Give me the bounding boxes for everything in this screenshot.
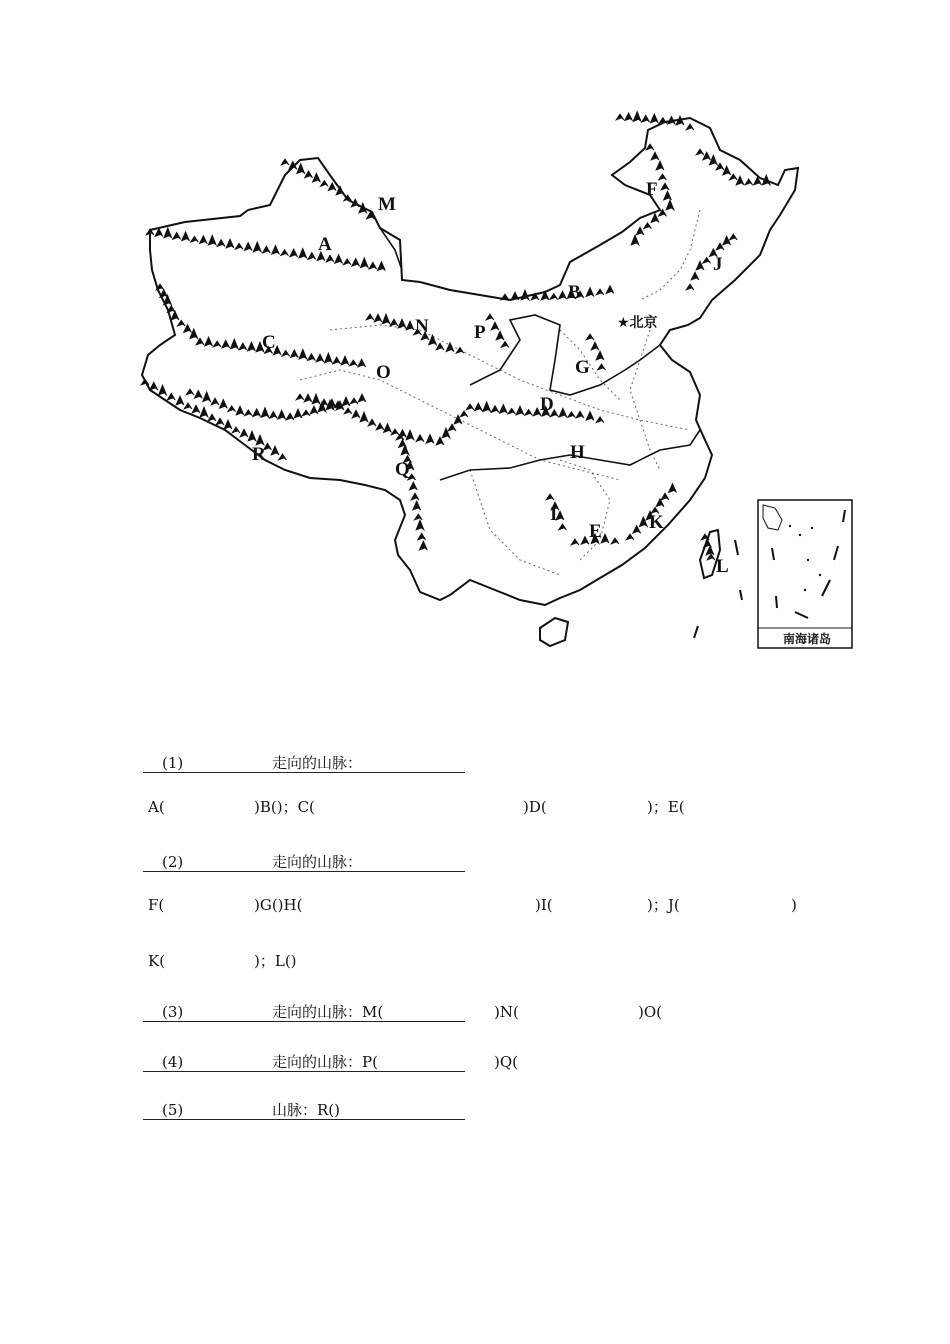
mountain-peak: [236, 406, 244, 415]
mountain-peak: [567, 412, 575, 418]
q2-part-6: )；L(): [254, 952, 297, 970]
q5-number: (5): [162, 1101, 184, 1119]
mountain-peak: [305, 171, 313, 178]
mountain-peak: [352, 258, 360, 266]
q4-part-0: )Q(: [494, 1053, 519, 1071]
mountain-peak: [631, 235, 639, 245]
mountain-peak: [418, 533, 426, 540]
mountain-peak: [294, 409, 302, 418]
mountain-peak: [297, 164, 305, 174]
mountain-peak: [281, 250, 289, 256]
q3-title: 走向的山脉：M(: [272, 1003, 384, 1021]
mountain-peak: [196, 338, 204, 345]
mountain-peak: [320, 180, 328, 186]
q5-underline[interactable]: [143, 1119, 465, 1120]
label-R: R: [252, 444, 266, 465]
q5-title: 山脉：R(): [272, 1101, 340, 1119]
q4-underline[interactable]: [143, 1071, 465, 1072]
mountain-peak: [205, 337, 213, 346]
mountain-peak: [232, 427, 240, 433]
q1-part-3: )；E(: [647, 798, 685, 816]
mountain-peak: [516, 406, 524, 415]
mountain-peak: [226, 239, 234, 248]
mountain-peak: [416, 520, 424, 530]
mountain-peak: [511, 292, 519, 300]
mountain-peak: [706, 546, 714, 555]
mountain-peak: [723, 236, 731, 245]
q2-number: (2): [162, 853, 184, 871]
mountain-peak: [312, 394, 320, 404]
mountain-peak: [398, 319, 406, 328]
mountain-peak: [436, 437, 444, 445]
label-F: F: [646, 179, 658, 200]
mountain-peak: [426, 434, 434, 443]
q1-part-2: )D(: [523, 798, 547, 816]
mountain-peak: [406, 321, 414, 330]
mountain-peak: [377, 262, 385, 271]
q3-part-1: )O(: [638, 1003, 663, 1021]
mountain-peak: [248, 431, 256, 441]
mountain-peak: [213, 341, 221, 347]
mountain-peak: [501, 342, 509, 348]
label-O: O: [376, 362, 391, 383]
mountain-peak: [358, 394, 366, 402]
inset-title: 南海诸岛: [783, 632, 832, 646]
mountain-peak: [391, 429, 399, 435]
mountain-peak: [299, 349, 307, 359]
mountain-peak: [244, 243, 252, 251]
mountain-peak: [369, 262, 377, 269]
mountain-peak: [228, 406, 236, 412]
mountain-peak: [253, 409, 261, 417]
mountain-peak: [200, 407, 208, 417]
mountain-peak: [651, 214, 659, 223]
mountain-peak: [247, 342, 255, 351]
mountain-peak: [625, 113, 633, 121]
mountain-peak: [159, 385, 167, 395]
mountain-peak: [244, 410, 252, 416]
mountain-peak: [650, 114, 658, 123]
q2-part-5: K(: [148, 952, 166, 970]
mountain-peak: [491, 322, 499, 330]
mountain-peak: [474, 403, 482, 411]
mountain-peak: [155, 228, 163, 236]
label-L: L: [716, 556, 729, 577]
mountain-peak: [344, 408, 352, 414]
mountain-peak: [406, 430, 414, 440]
mountain-peak: [279, 454, 287, 460]
mountain-peak: [190, 329, 198, 339]
mountain-peak: [644, 223, 652, 229]
mountain-peak: [350, 398, 358, 404]
mountain-peak: [302, 410, 310, 416]
mountain-peak: [360, 412, 368, 422]
mountain-peak: [222, 340, 230, 348]
mountain-peak: [586, 411, 594, 420]
mountain-peak: [366, 314, 374, 320]
mountain-peak: [661, 183, 669, 190]
q1-underline[interactable]: [143, 772, 465, 773]
mountain-peak: [486, 314, 494, 320]
mountain-peak: [525, 409, 533, 415]
mountain-peak: [448, 424, 456, 431]
mountain-peak: [352, 410, 360, 418]
label-N: N: [415, 316, 429, 337]
mountain-peak: [639, 517, 647, 527]
mountain-peak: [208, 235, 216, 245]
label-H: H: [570, 442, 585, 463]
mountain-peak: [271, 245, 279, 254]
mountain-peak: [611, 538, 619, 544]
mountain-peak: [304, 394, 312, 402]
mountain-peak: [176, 396, 184, 405]
mountain-peak: [342, 397, 350, 406]
mountain-peak: [326, 255, 334, 262]
mountain-peak: [281, 159, 289, 165]
mountain-peak: [217, 240, 225, 247]
mountain-peak: [164, 228, 172, 238]
mountain-peak: [496, 331, 504, 340]
mountain-peak: [278, 410, 286, 419]
region-labels: [252, 179, 729, 577]
mountain-symbols: [141, 111, 770, 560]
mountain-peak: [411, 493, 419, 500]
mountain-peak: [358, 359, 366, 367]
mountain-peak: [414, 514, 422, 520]
mountain-peak: [219, 399, 227, 408]
mountain-peak: [729, 234, 737, 240]
mountain-peak: [390, 319, 398, 326]
label-E: E: [589, 521, 602, 542]
mountain-peak: [307, 354, 315, 361]
mountain-peak: [666, 200, 674, 210]
mountain-peak: [150, 382, 158, 390]
mountain-peak: [696, 149, 704, 155]
mountain-peak: [216, 418, 224, 425]
q2-part-0: F(: [148, 896, 165, 914]
mountain-peak: [192, 405, 200, 413]
mountain-peak: [341, 356, 349, 365]
mountain-peak: [203, 392, 211, 402]
mountain-peak: [343, 259, 351, 265]
q1-part-0: A(: [148, 798, 165, 816]
mountain-peak: [491, 406, 499, 413]
mountain-peak: [286, 413, 294, 420]
q3-number: (3): [162, 1003, 184, 1021]
label-B: B: [568, 282, 581, 303]
mountain-peak: [211, 398, 219, 405]
label-G: G: [575, 357, 590, 378]
beijing-label: ★北京: [617, 315, 658, 331]
mountain-peak: [745, 179, 753, 185]
mountain-peak: [312, 173, 320, 182]
mountain-peak: [546, 494, 554, 500]
q1-title: 走向的山脉：: [272, 754, 363, 772]
mountain-peak: [416, 435, 424, 442]
label-I: I: [550, 504, 558, 525]
label-P: P: [474, 322, 486, 343]
mountain-peak: [601, 534, 609, 543]
china-outline: [142, 118, 798, 605]
mountain-peak: [253, 242, 261, 252]
mountain-peak: [384, 424, 392, 433]
mountain-peak: [190, 236, 198, 242]
q2-title: 走向的山脉：: [272, 853, 363, 871]
mountain-peak: [429, 335, 437, 345]
mountain-peak: [376, 423, 384, 430]
mountain-peak: [333, 357, 341, 364]
mountain-peak: [581, 536, 589, 544]
mountain-peak: [659, 174, 667, 180]
label-C: C: [262, 332, 276, 353]
q1-part-1: )B()；C(: [254, 798, 315, 816]
q1-number: (1): [162, 754, 184, 772]
mountain-peak: [382, 314, 390, 324]
province-boundaries: [300, 210, 700, 575]
label-Q: Q: [395, 459, 410, 480]
mountain-peak: [186, 389, 194, 395]
mountain-peak: [642, 115, 650, 122]
q4-title: 走向的山脉：P(: [272, 1053, 378, 1071]
mountain-peak: [736, 176, 744, 185]
mountain-peak: [224, 420, 232, 429]
q2-part-3: )；J(: [647, 896, 680, 914]
mountain-peak: [184, 403, 192, 409]
mountain-peak: [374, 314, 382, 322]
mountain-peak: [606, 286, 614, 294]
mountain-peak: [576, 411, 584, 418]
mountain-peak: [596, 351, 604, 360]
mountain-peak: [360, 258, 368, 268]
mountain-peak: [171, 311, 179, 320]
mountain-peak: [167, 393, 175, 400]
mountain-peak: [703, 152, 711, 160]
mountain-peak: [240, 429, 248, 437]
mountain-peak: [686, 284, 694, 290]
mountain-peak: [261, 408, 269, 418]
mountain-peak: [723, 166, 731, 175]
mountain-peak: [559, 524, 567, 530]
label-J: J: [713, 254, 723, 275]
mountain-peak: [328, 183, 336, 191]
mountain-peak: [591, 342, 599, 350]
mountain-peak: [336, 186, 344, 195]
mountain-peak: [282, 350, 290, 356]
mountain-peak: [239, 343, 247, 350]
mountain-peak: [436, 343, 444, 350]
mountain-peak: [230, 339, 238, 349]
mountain-peak: [182, 232, 190, 241]
mountain-peak: [409, 482, 417, 490]
mountain-peak: [413, 501, 421, 510]
label-A: A: [318, 234, 332, 255]
mountain-peak: [651, 152, 659, 160]
mountain-peak: [194, 390, 202, 398]
mountain-peak: [571, 539, 579, 545]
mountain-peak: [646, 144, 654, 150]
mountain-peak: [661, 493, 669, 500]
mountain-peak: [308, 252, 316, 259]
q2-part-4: ): [791, 896, 797, 914]
mountain-peak: [296, 394, 304, 400]
mountain-peak: [703, 257, 711, 263]
mountain-peak: [320, 399, 328, 406]
mountain-peak: [691, 272, 699, 280]
mountain-peak: [616, 114, 624, 120]
mountain-peak: [508, 408, 516, 414]
q2-underline[interactable]: [143, 871, 465, 872]
mountain-peak: [335, 254, 343, 263]
mountain-peak: [669, 484, 677, 493]
mountain-peak: [310, 406, 318, 414]
mountain-peak: [633, 111, 641, 121]
mountain-peak: [290, 249, 298, 257]
q4-number: (4): [162, 1053, 184, 1071]
mountain-peak: [586, 288, 594, 297]
q2-part-2: )I(: [535, 896, 553, 914]
mountain-peak: [596, 289, 604, 295]
mountain-peak: [636, 227, 644, 235]
mountain-peak: [368, 419, 376, 426]
mountain-peak: [656, 161, 664, 170]
mountain-peak: [626, 534, 634, 540]
mountain-peak: [596, 417, 604, 423]
mountain-peak: [664, 191, 672, 200]
hainan-island: [540, 618, 568, 646]
mountain-peak: [559, 291, 567, 299]
mountain-peak: [598, 364, 606, 370]
q3-underline[interactable]: [143, 1021, 465, 1022]
mountain-peak: [559, 408, 567, 417]
q2-part-1: )G()H(: [254, 896, 303, 914]
mountain-peak: [349, 360, 357, 366]
mountain-peak: [141, 379, 149, 385]
mountain-peak: [419, 541, 427, 550]
mountain-peak: [550, 294, 558, 300]
mountain-peak: [262, 246, 270, 253]
mountain-peak: [164, 295, 172, 305]
mountain-peak: [499, 404, 507, 413]
mountain-peak: [696, 261, 704, 270]
mountain-peak: [271, 446, 279, 455]
mountain-peak: [208, 414, 216, 421]
mountain-peak: [199, 236, 207, 244]
label-K: K: [649, 512, 664, 533]
mountain-peak: [299, 248, 307, 258]
mountain-peak: [173, 232, 181, 239]
mountain-peak: [483, 402, 491, 412]
mountain-peak: [290, 350, 298, 358]
label-M: M: [378, 194, 396, 215]
mountain-peak: [269, 411, 277, 418]
q3-part-0: )N(: [494, 1003, 519, 1021]
label-D: D: [540, 394, 554, 415]
mountain-peak: [177, 320, 185, 326]
mountain-peak: [466, 404, 474, 410]
mountain-peak: [656, 499, 664, 507]
mountain-peak: [686, 124, 694, 130]
south-china-sea-inset: [758, 500, 852, 648]
mountain-peak: [460, 411, 468, 417]
mountain-peak: [586, 334, 594, 340]
mountain-peak: [324, 353, 332, 363]
mountain-peak: [235, 243, 243, 249]
mountain-peak: [316, 354, 324, 362]
